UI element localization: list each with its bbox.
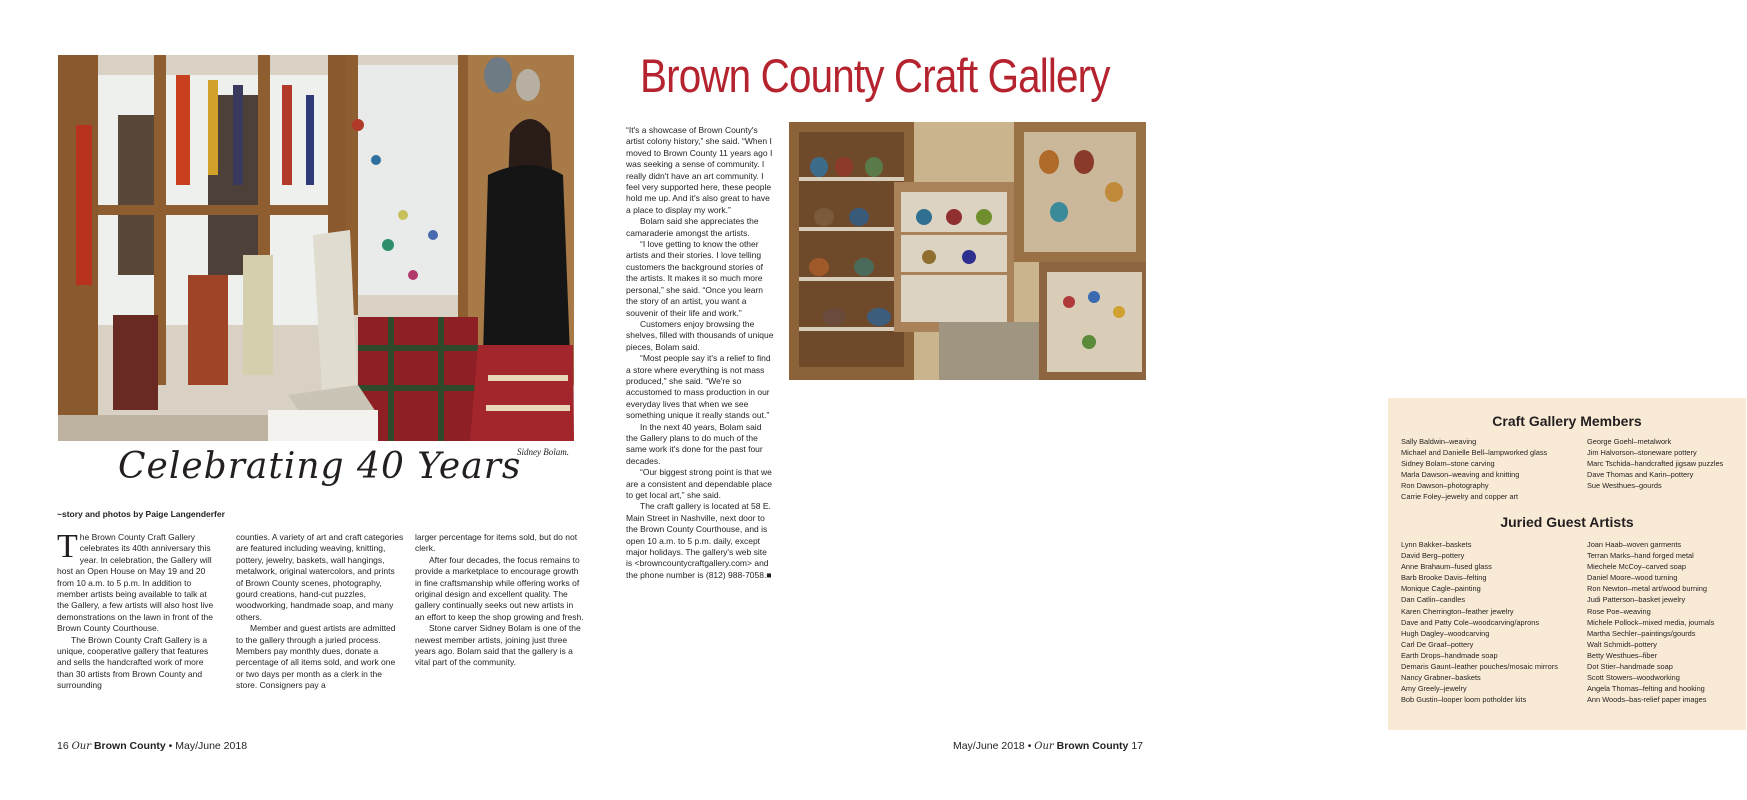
script-title: Celebrating 40 Years xyxy=(118,446,522,487)
artist-entry: Marc Tschida–handcrafted jigsaw puzzles xyxy=(1587,459,1724,469)
artist-entry: Michele Pollock–mixed media, journals xyxy=(1587,617,1715,627)
guests-list-left xyxy=(1401,539,1581,705)
article-paragraph: In the next 40 years, Bolam said the Gallery plans to do much of the same work it's done for the past four decades. xyxy=(626,421,763,466)
photo-gallery-interior xyxy=(789,122,1146,380)
artist-entry: Earth Drops–handmade soap xyxy=(1401,650,1498,660)
artist-entry: Sally Baldwin–weaving xyxy=(1401,437,1477,446)
artist-entry: George Goehl–metalwork xyxy=(1587,437,1672,446)
left-page xyxy=(0,0,600,800)
article-paragraph xyxy=(57,528,217,635)
page-number: 17 xyxy=(1131,740,1143,752)
right-page xyxy=(600,0,1724,800)
artist-entry: Lynn Bakker–baskets xyxy=(1401,540,1472,549)
article-paragraph: larger percentage for items sold, but do not clerk. xyxy=(415,532,578,554)
article-paragraph: “Most people say it's a relief to find a store where everything is not mass produced,” she said. “We're so accustomed to mass production in our everyday lives that when we see something unique it really stands out.” xyxy=(626,353,771,421)
article-paragraph: The Brown County Craft Gallery is a unique, cooperative gallery that features and sells the handcrafted work of more than 30 artists from Brown County and surrounding xyxy=(57,634,209,691)
footer-bullet: • xyxy=(168,740,173,752)
drop-cap: T xyxy=(57,528,78,565)
article-paragraph: Customers enjoy browsing the shelves, filled with thousands of unique pieces, Bolam said. xyxy=(626,318,774,352)
artist-entry: Sue Westhues–gourds xyxy=(1587,481,1662,491)
article-paragraph: “I love getting to know the other artists and their stories. I love telling customers the background stories of the artists. It makes it so much more personal,” she said. “Once you learn the story of an artist, you want a souvenir of their life and work.” xyxy=(626,239,764,318)
artist-entry: Dave and Patty Cole–woodcarving/aprons xyxy=(1401,617,1540,627)
footer-our: Our xyxy=(71,741,92,752)
artist-entry: Anne Brahaum–fused glass xyxy=(1401,562,1492,572)
artist-entry: Michael and Danielle Bell–lampworked glass xyxy=(1401,448,1548,458)
artist-entry: Demaris Gaunt–leather pouches/mosaic mirrors xyxy=(1401,662,1558,672)
byline: ~story and photos by Paige Langenderfer xyxy=(57,509,225,519)
artist-entry: Terran Marks–hand forged metal xyxy=(1587,551,1694,561)
artist-entry: Walt Schmidt–pottery xyxy=(1587,639,1657,649)
artist-entry: Rose Poe–weaving xyxy=(1587,606,1651,616)
artist-entry: Dan Catlin–candles xyxy=(1401,595,1466,605)
artist-entry: Judi Patterson–basket jewelry xyxy=(1587,595,1686,605)
artist-entry: Miechele McCoy–carved soap xyxy=(1587,562,1686,572)
members-box xyxy=(1388,398,1746,730)
artist-entry: Monique Cagle–painting xyxy=(1401,584,1481,594)
artist-entry: Ann Woods–bas-relief paper images xyxy=(1587,695,1707,705)
guests-list-right xyxy=(1587,539,1747,705)
members-list-right xyxy=(1587,436,1747,491)
article-paragraph: After four decades, the focus remains to provide a marketplace to encourage growth in fine craftsmanship while offering works of original design and excellent quality. The gallery continually seeks out new artists in an effort to keep the shop growing and fresh. xyxy=(415,554,584,622)
artist-entry: Sidney Bolam–stone carving xyxy=(1401,459,1495,469)
article-paragraph: The craft gallery is located at 58 E. Main Street in Nashville, next door to the Brown County Courthouse, and is open 10 a.m. to 5 p.m. daily, except major holidays. The gallery's web site is <browncountycraftgallery.com> and the phone number is (812) 988-7058.■ xyxy=(626,501,772,580)
members-heading: Craft Gallery Members xyxy=(1492,413,1642,429)
artist-entry: Martha Sechler–paintings/gourds xyxy=(1587,628,1696,638)
page-number: 16 xyxy=(57,740,69,752)
guests-heading: Juried Guest Artists xyxy=(1500,514,1634,530)
footer-our: Our xyxy=(1034,741,1054,752)
article-paragraph: “It's a showcase of Brown County's artist colony history,” she said. “When I moved to Brown County 11 years ago I was seeking a sense of community. I really didn't have an art community. I feel very supported here, these people hold me up. And it's also great to have a place to display my work.” xyxy=(626,125,773,215)
artist-entry: Betty Westhues–fiber xyxy=(1587,650,1658,660)
footer-right xyxy=(953,740,1143,752)
article-paragraph: “Our biggest strong point is that we are a consistent and dependable place to get local art,” she said. xyxy=(626,467,773,500)
article-column-1 xyxy=(57,528,217,692)
artist-entry: Barb Brooke Davis–felting xyxy=(1401,573,1487,583)
artist-entry: Joan Haab–woven garments xyxy=(1587,540,1682,549)
article-text: he Brown County Craft Gallery celebrates its 40th anniversary this year. In celebration, the Gallery will host an Open House on May 19 and 20 from 10 a.m. to 5 p.m. In addition to member artists being available to talk at the Gallery, a few artists will also host live demonstrations on the lawn in front of the Brown County Courthouse. xyxy=(57,532,214,634)
footer-publication: Brown County xyxy=(93,740,166,752)
article-column-3 xyxy=(415,532,585,669)
article-paragraph: Bolam said she appreciates the camaraderie amongst the artists. xyxy=(626,216,759,238)
artist-entry: Carl De Graaf–pottery xyxy=(1401,639,1474,649)
article-paragraph: counties. A variety of art and craft categories are featured including weaving, knitting, pottery, jewelry, baskets, wall hangings, metalwork, original watercolors, and prints of Brown County scenes, photography, gourd creations, hand-cut puzzles, woodworking, handmade soap, and many others. xyxy=(236,532,404,622)
article-paragraph: Stone carver Sidney Bolam is one of the newest member artists, joining just three years ago. Bolam said that the gallery is a vital part of the community. xyxy=(415,623,581,668)
artist-entry: Carrie Foley–jewelry and copper art xyxy=(1401,492,1519,502)
members-list-left xyxy=(1401,436,1581,503)
artist-entry: Amy Greely–jewelry xyxy=(1401,684,1467,694)
artist-entry: Jim Halvorson–stoneware pottery xyxy=(1587,448,1697,458)
article-paragraph: Member and guest artists are admitted to the gallery through a juried process. Members pay monthly dues, donate a percentage of all items sold, and work one or two days per month as a clerk in the store. Consigners pay a xyxy=(236,623,396,691)
artist-entry: Ron Newton–metal art/wood burning xyxy=(1587,584,1707,594)
artist-entry: Ron Dawson–photography xyxy=(1401,481,1489,491)
footer-issue-date: May/June 2018 xyxy=(952,740,1025,752)
artist-entry: Daniel Moore–wood turning xyxy=(1587,573,1678,583)
artist-entry: David Berg–pottery xyxy=(1401,551,1465,561)
artist-entry: Angela Thomas–felting and hooking xyxy=(1587,684,1705,694)
footer-issue-date: May/June 2018 xyxy=(175,740,248,752)
artist-entry: Bob Gustin–looper loom potholder kits xyxy=(1401,695,1527,705)
article-column-2 xyxy=(236,532,404,692)
footer-publication: Brown County xyxy=(1056,740,1129,752)
footer-left xyxy=(57,740,247,752)
artist-entry: Dot Stier–handmade soap xyxy=(1587,662,1673,672)
main-title: Brown County Craft Gallery xyxy=(640,49,1110,102)
artist-entry: Scott Stowers–woodworking xyxy=(1587,673,1680,683)
photo-caption: Sidney Bolam. xyxy=(517,447,569,457)
artist-entry: Marla Dawson–weaving and knitting xyxy=(1401,470,1520,480)
artist-entry: Hugh Dagley–woodcarving xyxy=(1401,628,1490,638)
photo-sidney-bolam xyxy=(58,55,574,441)
artist-entry: Dave Thomas and Karin–pottery xyxy=(1587,470,1694,480)
artist-entry: Karen Cherrington–feather jewelry xyxy=(1401,606,1514,616)
artist-entry: Nancy Grabner–baskets xyxy=(1401,673,1481,683)
footer-bullet: • xyxy=(1027,740,1032,752)
